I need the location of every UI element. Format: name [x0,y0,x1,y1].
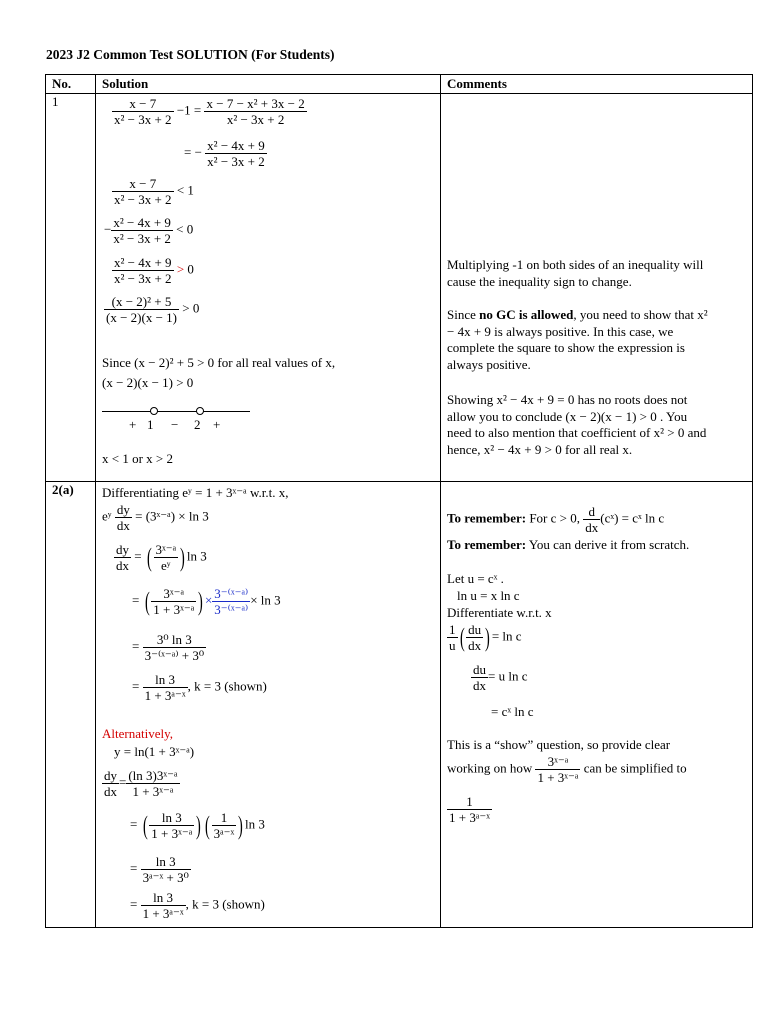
fraction: $\frac{x - 7}{\text{x² − 3x + 2}}$ [114,96,172,127]
fraction: $\frac{\text{(x − 2)² + 5}}{(x - 2)(x - 1)}$ [106,294,177,325]
fraction: $\frac{1}{u}$ [449,622,456,653]
q2a-alternative-label: Alternatively, [102,726,173,741]
q1-since-line: Since (x − 2)² + 5 > 0 for all real values of x, [102,355,336,370]
q1-since-line2: (x − 2)(x − 1) > 0 [102,375,194,390]
fraction: $\frac{\ln 3}{\text{1 + 3ᵃ⁻ˣ}}$ [142,890,184,921]
critical-point-1 [150,407,158,415]
right-paren: ) [485,622,490,652]
q1-step1: $\frac{x - 7}{\text{x² − 3x + 2}}$ −1 = $\frac{\text{x − 7 − x² + 3x − 2}}{\text{x² − 3x + 2}}$ [114,96,305,127]
q2a-derive-2: $\frac{du}{dx}$ = u ln c [473,662,528,693]
table-header-row [46,75,753,94]
q2a-remember-2: To remember: You can derive it from scratch. [447,537,690,552]
table-row-q2a [46,482,753,928]
emphasis: no GC is allowed [479,307,574,322]
q1-number-line [96,402,266,438]
q2a-alt1: y = ln(1 + 3ˣ⁻ᵃ) [114,744,195,759]
q2a-ln-u: ln u = x ln c [457,588,520,603]
q2a-intro: Differentiating eʸ = 1 + 3ˣ⁻ᵃ w.r.t. x, [102,485,289,500]
fraction: $\frac{\ln 3}{\text{1 + 3ᵃ⁻ˣ}}$ [144,672,186,703]
left-paren: ( [144,586,150,616]
fraction: $\frac{\text{x² − 4x + 9}}{\text{x² − 3x + 2}}$ [113,215,171,246]
fraction: $\frac{\text{x² − 4x + 9}}{\text{x² − 3x + 2}}$ [114,255,172,286]
right-paren: ) [198,586,204,616]
fraction: $\frac{du}{dx}$ [473,662,486,693]
q1-ineq3: $\frac{\text{x² − 4x + 9}}{\text{x² − 3x + 2}}$ > 0 [114,255,194,286]
sign-label: + [129,417,137,432]
q1-answer: x < 1 or x > 2 [102,451,173,466]
flipped-sign: > [176,261,185,277]
q2a-show-note-2: working on how $\frac{\text{3ˣ⁻ᵃ}}{\text{1 + 3ˣ⁻ᵃ}}$ can be simplified to [447,754,687,785]
fraction: $\frac{\text{3ˣ⁻ᵃ}}{\text{1 + 3ˣ⁻ᵃ}}$ [537,754,579,785]
q2a-line2: $\frac{dy}{dx}$ = ( $\frac{\text{3ˣ⁻ᵃ}}{\text{eʸ}}$ ) ln 3 [116,542,207,573]
q2a-remember-1: To remember: For c > 0, $\frac{d}{dx}$ (cˣ) = cˣ ln c [447,504,665,535]
fraction: $\frac{\text{3ˣ⁻ᵃ}}{\text{1 + 3ˣ⁻ᵃ}}$ [153,586,195,617]
fraction: $\frac{\text{x² − 4x + 9}}{\text{x² − 3x + 2}}$ [207,138,265,169]
right-paren: ) [196,810,202,840]
q2a-alt2: $\frac{dy}{dx}$ = $\frac{\text{(ln 3)3ˣ⁻ᵃ}}{\text{1 + 3ˣ⁻ᵃ}}$ [104,768,178,799]
fraction: $\frac{dy}{dx}$ [104,768,117,799]
fraction: $\frac{d}{dx}$ [585,504,599,535]
q1-step2: = − $\frac{\text{x² − 4x + 9}}{\text{x² − 3x + 2}}$ [184,138,265,169]
q2a-let: Let u = cˣ . [447,571,504,586]
header-no: No. [46,75,96,94]
fraction: $\frac{\ln 3}{\text{1 + 3ˣ⁻ᵃ}}$ [151,810,193,841]
solution-table [45,74,753,928]
fraction: $\frac{\text{3ˣ⁻ᵃ}}{\text{eʸ}}$ [155,542,177,573]
sign-label: 1 [147,417,154,432]
document-title: 2023 J2 Common Test SOLUTION (For Students) [46,47,335,62]
fraction: $\frac{\text{3⁰ ln 3}}{\text{3⁻⁽ˣ⁻ᵃ⁾ + 3⁰}}$ [144,632,205,663]
q2a-derive-1: $\frac{1}{u}$ ( $\frac{du}{dx}$ ) = ln c [449,622,522,653]
left-paren: ( [142,810,148,840]
comments-cell-q1 [441,94,753,482]
q1-ineq4: $\frac{\text{(x − 2)² + 5}}{(x - 2)(x - 1)}$ > 0 [106,294,200,325]
critical-point-2 [196,407,204,415]
header-comments: Comments [441,75,753,94]
fraction: $\frac{x - 7}{\text{x² − 3x + 2}}$ [114,176,172,207]
q1-comment-3: Showing x² − 4x + 9 = 0 has no roots does not allow you to conclude (x − 2)(x − 1) > 0 . You need to also mention that coefficient of x² > 0 and hence, x² − 4x + 9 > 0 for all real x. [447,392,707,457]
q2a-line4: = $\frac{\text{3⁰ ln 3}}{\text{3⁻⁽ˣ⁻ᵃ⁾ + 3⁰}}$ [132,632,205,663]
fraction: $\frac{\text{3⁻⁽ˣ⁻ᵃ⁾}}{\text{3⁻⁽ˣ⁻ᵃ⁾}}$ [214,586,249,617]
number-line-axis [102,411,250,412]
fraction: $\frac{dy}{dx}$ [116,542,129,573]
q2a-line1: eʸ $\frac{dy}{dx}$ = (3ˣ⁻ᵃ) × ln 3 [102,502,209,533]
q1-comment-1: Multiplying -1 on both sides of an inequality will cause the inequality sign to change. [447,257,704,289]
fraction: $\frac{1}{\text{3ᵃ⁻ˣ}}$ [213,810,235,841]
sign-label: − [171,417,179,432]
sign-label: + [213,417,221,432]
left-paren: ( [204,810,210,840]
q2a-final-fraction [447,794,492,825]
fraction: $\frac{du}{dx}$ [468,622,482,653]
q1-ineq2: − $\frac{\text{x² − 4x + 9}}{\text{x² − 3x + 2}}$ < 0 [104,215,194,246]
fraction: $\frac{\ln 3}{\text{3ᵃ⁻ˣ + 3⁰}}$ [142,854,189,885]
table-row-q1 [46,94,753,482]
fraction: $\frac{\text{(ln 3)3ˣ⁻ᵃ}}{\text{1 + 3ˣ⁻ᵃ}}$ [128,768,178,799]
q2a-show-note-1: This is a “show” question, so provide clear [447,737,671,752]
q1-comment-2: Since no GC is allowed, you need to show that x² − 4x + 9 is always positive. In this case, we complete the square to show the expression is always positive. [447,307,708,372]
header-solution: Solution [96,75,441,94]
solution-cell-q1 [96,94,441,482]
q1-ineq1: $\frac{x - 7}{\text{x² − 3x + 2}}$ < 1 [114,176,194,207]
question-number: 1 [46,94,96,482]
q2a-alt4: = $\frac{\ln 3}{\text{3ᵃ⁻ˣ + 3⁰}}$ [130,854,189,885]
fraction: $\frac{dy}{dx}$ [116,502,130,533]
q2a-alt3: = ( $\frac{\ln 3}{\text{1 + 3ˣ⁻ᵃ}}$ ) ( $\frac{1}{\text{3ᵃ⁻ˣ}}$ ) ln 3 [130,810,265,841]
solution-cell-q2a [96,482,441,928]
q2a-derive-3: = cˣ ln c [491,704,534,719]
fraction: $\frac{1}{\text{1 + 3ᵃ⁻ˣ}}$ [449,794,491,825]
q2a-line5: = $\frac{\ln 3}{\text{1 + 3ᵃ⁻ˣ}}$ , k = 3 (shown) [132,672,267,703]
question-number: 2(a) [46,482,96,928]
q2a-alt5: = $\frac{\ln 3}{\text{1 + 3ᵃ⁻ˣ}}$ , k = 3 (shown) [130,890,265,921]
right-paren: ) [180,542,185,572]
comments-cell-q2a [441,482,753,928]
fraction: $\frac{\text{x − 7 − x² + 3x − 2}}{\text{x² − 3x + 2}}$ [206,96,305,127]
left-paren: ( [146,542,152,572]
right-paren: ) [238,810,244,840]
left-paren: ( [459,622,465,652]
sign-label: 2 [194,417,201,432]
q2a-differentiate: Differentiate w.r.t. x [447,605,552,620]
q2a-line3: = ( $\frac{\text{3ˣ⁻ᵃ}}{\text{1 + 3ˣ⁻ᵃ}}$ ) × $\frac{\text{3⁻⁽ˣ⁻ᵃ⁾}}{\text{3⁻⁽ˣ⁻ᵃ⁾}}$ × ln 3 [132,586,281,617]
